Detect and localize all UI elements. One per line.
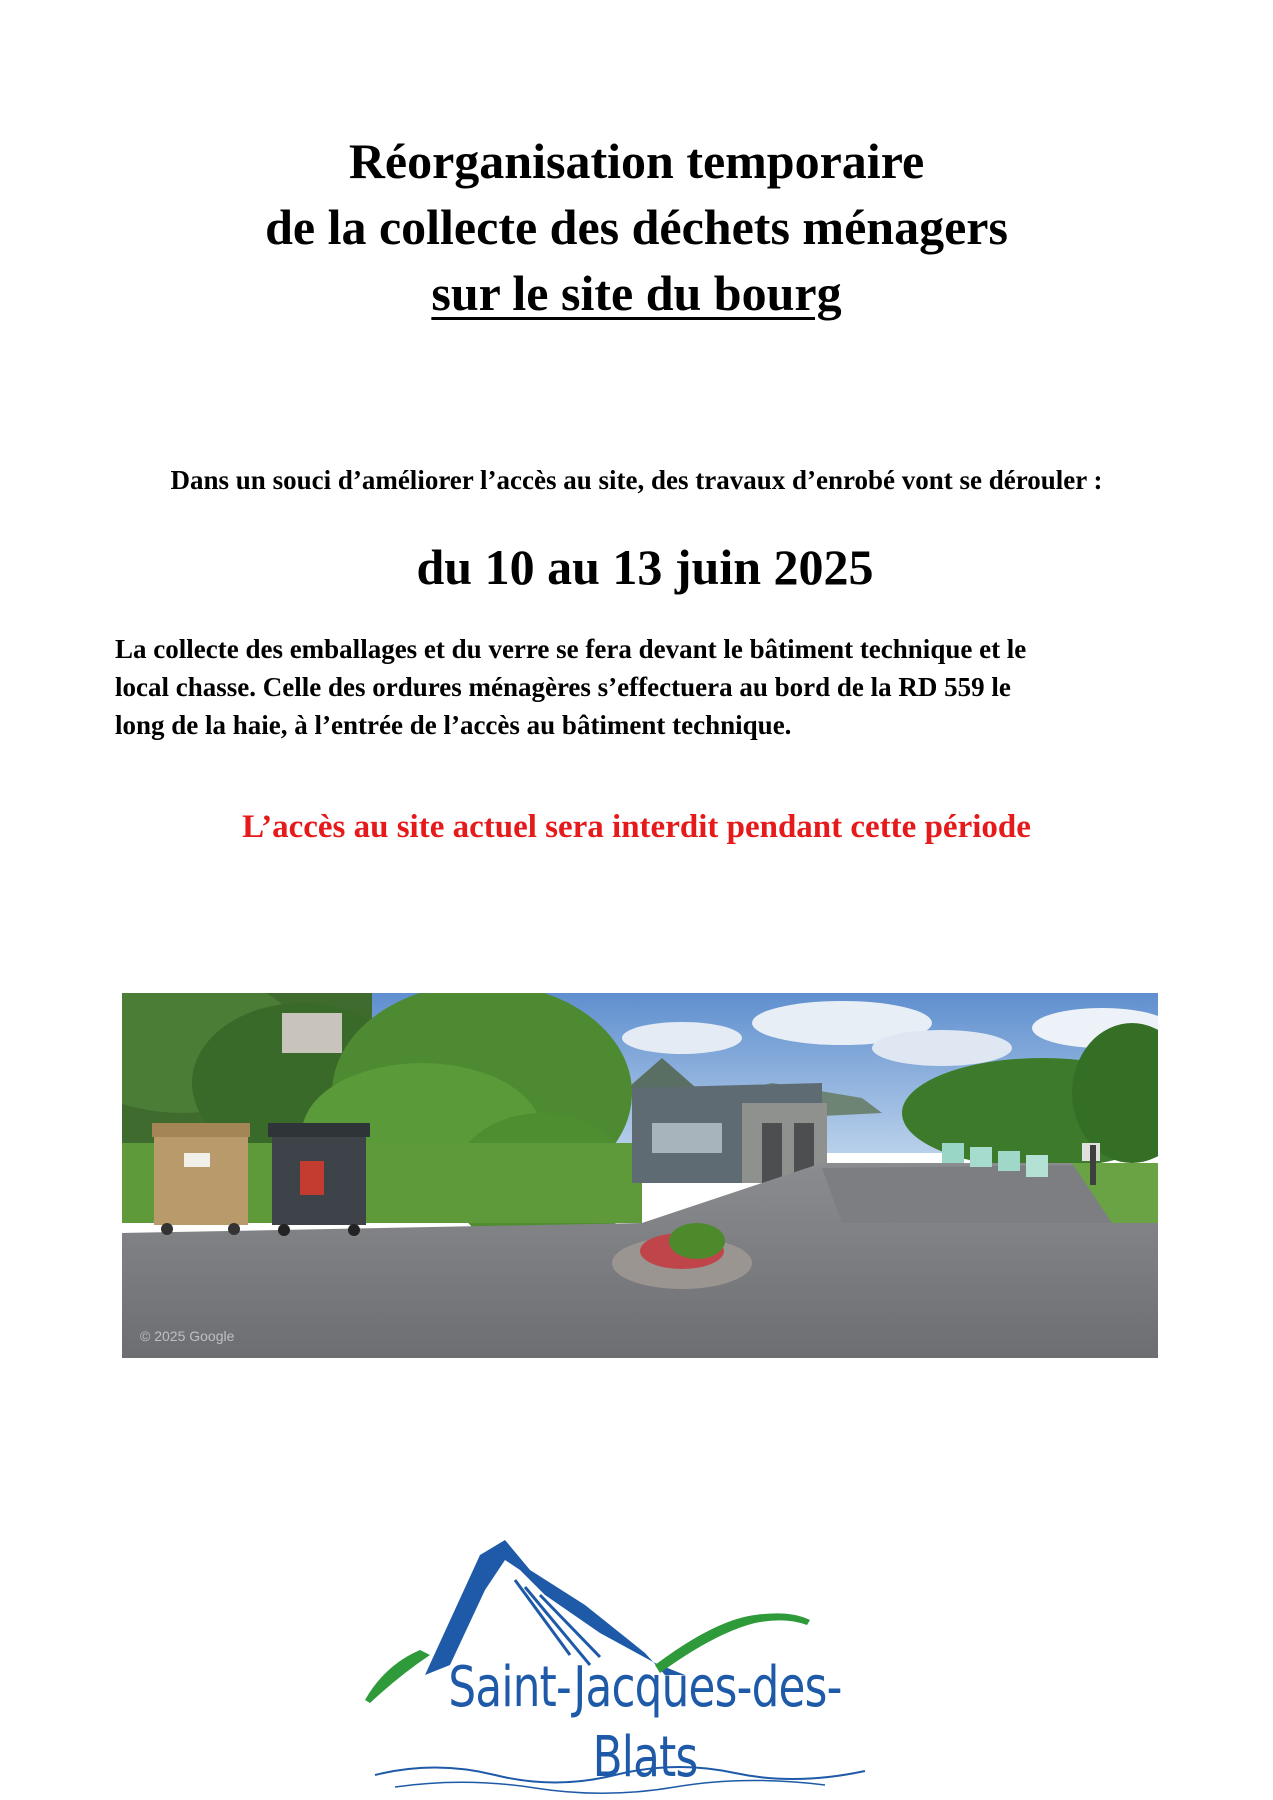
details-line-2: local chasse. Celle des ordures ménagères s’effectuera au bord de la RD 559 le xyxy=(115,672,1011,702)
details-line-3: long de la haie, à l’entrée de l’accès au bâtiment technique. xyxy=(115,710,792,740)
title-line-3: sur le site du bourg xyxy=(431,265,842,321)
access-warning: L’accès au site actuel sera interdit pendant cette période xyxy=(242,809,1031,845)
photo-watermark: © 2025 Google xyxy=(140,1328,235,1344)
page-title xyxy=(0,128,1273,326)
work-dates: du 10 au 13 juin 2025 xyxy=(416,539,874,595)
site-photo xyxy=(122,993,1158,1358)
details-line-1: La collecte des emballages et du verre se fera devant le bâtiment technique et le xyxy=(115,634,1027,664)
logo-name: Saint-Jacques-des-Blats xyxy=(448,1655,842,1790)
municipality-logo xyxy=(355,1525,935,1800)
title-line-2: de la collecte des déchets ménagers xyxy=(265,199,1008,255)
title-line-1: Réorganisation temporaire xyxy=(348,133,925,189)
collection-details xyxy=(115,630,1145,744)
intro-text: Dans un souci d’améliorer l’accès au site, des travaux d’enrobé vont se dérouler : xyxy=(170,465,1103,495)
site-photo-illustration xyxy=(122,993,1158,1358)
